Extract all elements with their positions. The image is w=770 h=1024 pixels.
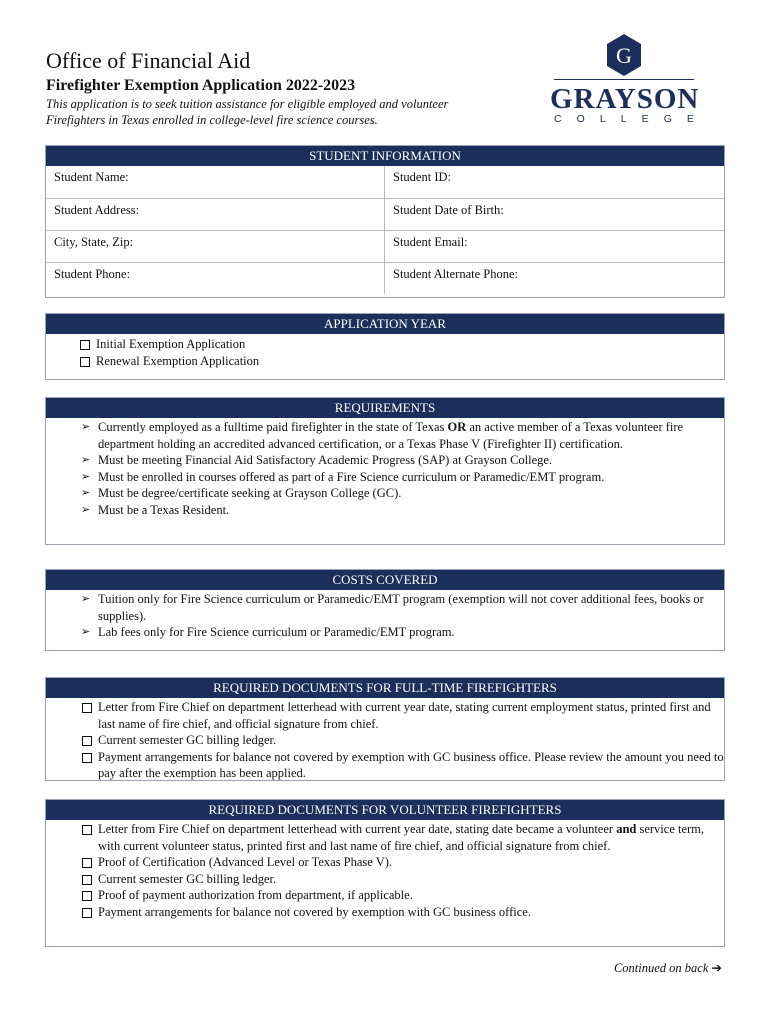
volunteer-document-checkbox-item[interactable]: Payment arrangements for balance not covered by exemption with GC business office. xyxy=(80,904,724,921)
section-heading: REQUIREMENTS xyxy=(46,398,724,418)
requirement-item: ➢ Currently employed as a fulltime paid firefighter in the state of Texas OR an active member of a Texas volunteer fire department holding an accredited advanced certification, or a Texas Phase V (Firefighter II) certification. xyxy=(81,420,684,451)
logo-letter: G xyxy=(616,43,632,68)
section-heading: STUDENT INFORMATION xyxy=(46,146,724,166)
checkbox-icon[interactable] xyxy=(82,825,92,835)
checkbox-icon[interactable] xyxy=(82,858,92,868)
student-email-field[interactable]: Student Email: xyxy=(384,230,724,262)
student-name-field[interactable]: Student Name: xyxy=(54,170,129,184)
section-heading: COSTS COVERED xyxy=(46,570,724,590)
checkbox-icon[interactable] xyxy=(82,875,92,885)
bullet-arrow-icon: ➢ xyxy=(81,626,91,638)
volunteer-document-checkbox-item[interactable]: Proof of Certification (Advanced Level or Texas Phase V). xyxy=(80,854,724,871)
logo-word: GRAYSON xyxy=(550,83,700,115)
fulltime-document-checkbox-item[interactable]: Letter from Fire Chief on department letterhead with current year date, stating current employment status, printed first and last name of fire chief, and official signature from chief. xyxy=(80,699,724,732)
bullet-arrow-icon: ➢ xyxy=(81,421,91,433)
cost-item: ➢ Tuition only for Fire Science curriculum or Paramedic/EMT program (exemption will not cover additional fees, books or supplies). xyxy=(81,592,704,623)
description-line: This application is to seek tuition assistance for eligible employed and volunteer xyxy=(46,97,449,111)
volunteer-document-checkbox-item[interactable]: Proof of payment authorization from department, if applicable. xyxy=(80,887,724,904)
bullet-arrow-icon: ➢ xyxy=(81,454,91,466)
form-title: Firefighter Exemption Application 2022-2023 xyxy=(46,77,356,94)
checkbox-icon[interactable] xyxy=(82,891,92,901)
arrow-right-icon: ➔ xyxy=(711,961,722,975)
logo-shield-icon xyxy=(606,33,642,77)
student-id-field[interactable]: Student ID: xyxy=(384,166,724,198)
requirement-item: ➢ Must be degree/certificate seeking at Grayson College (GC). xyxy=(81,486,402,500)
fulltime-document-checkbox-item[interactable]: Current semester GC billing ledger. xyxy=(80,732,724,749)
bullet-arrow-icon: ➢ xyxy=(81,470,91,483)
application-year-section xyxy=(45,313,725,380)
checkbox-icon[interactable] xyxy=(82,736,92,746)
checkbox-icon[interactable] xyxy=(80,357,90,367)
student-dob-field[interactable]: Student Date of Birth: xyxy=(384,198,724,230)
costs-covered-section xyxy=(45,569,725,651)
checkbox-icon[interactable] xyxy=(82,908,92,918)
student-phone-field[interactable]: Student Phone: xyxy=(46,262,384,294)
checkbox-icon[interactable] xyxy=(80,340,90,350)
volunteer-document-checkbox-item[interactable]: Letter from Fire Chief on department letterhead with current year date, stating date became a volunteer and service term, with current volunteer status, printed first and last name of fire chief, and official signature from chief. xyxy=(80,821,724,854)
student-information-section xyxy=(45,145,725,298)
section-heading: APPLICATION YEAR xyxy=(46,314,724,334)
checkbox-icon[interactable] xyxy=(82,703,92,713)
volunteer-document-checkbox-item[interactable]: Current semester GC billing ledger. xyxy=(80,871,724,888)
student-address-field[interactable]: Student Address: xyxy=(46,198,384,230)
initial-application-checkbox-item[interactable]: Initial Exemption Application xyxy=(78,336,724,353)
renewal-application-checkbox-item[interactable]: Renewal Exemption Application xyxy=(78,353,724,370)
volunteer-documents-section xyxy=(45,799,725,947)
grayson-college-logo xyxy=(550,33,698,133)
bullet-arrow-icon: ➢ xyxy=(81,487,91,499)
checkbox-icon[interactable] xyxy=(82,753,92,763)
page-title: Office of Financial Aid xyxy=(46,48,251,73)
fulltime-document-checkbox-item[interactable]: Payment arrangements for balance not covered by exemption with GC business office. Please review the amount you need to pay after the exemption has been applied. xyxy=(80,749,724,782)
cost-item: ➢ Lab fees only for Fire Science curriculum or Paramedic/EMT program. xyxy=(81,625,455,639)
city-state-zip-field[interactable]: City, State, Zip: xyxy=(46,230,384,262)
student-alternate-phone-field[interactable]: Student Alternate Phone: xyxy=(384,262,724,294)
requirement-item: ➢ Must be meeting Financial Aid Satisfactory Academic Progress (SAP) at Grayson College. xyxy=(81,453,553,467)
requirements-section xyxy=(45,397,725,545)
form-description xyxy=(46,96,526,128)
bullet-arrow-icon: ➢ xyxy=(81,503,91,516)
continued-on-back-note: Continued on back ➔ xyxy=(613,961,722,975)
fulltime-documents-section xyxy=(45,677,725,781)
requirement-item: ➢ Must be enrolled in courses offered as part of a Fire Science curriculum or Paramedic/EMT program. xyxy=(81,469,605,484)
logo-college-text: C O L L E G E xyxy=(554,113,694,125)
bullet-arrow-icon: ➢ xyxy=(81,593,91,605)
description-line: Firefighters in Texas enrolled in college-level fire science courses. xyxy=(46,113,378,127)
section-heading: REQUIRED DOCUMENTS FOR FULL-TIME FIREFIGHTERS xyxy=(46,678,724,698)
requirement-item: ➢ Must be a Texas Resident. xyxy=(81,502,230,517)
section-heading: REQUIRED DOCUMENTS FOR VOLUNTEER FIREFIGHTERS xyxy=(46,800,724,820)
